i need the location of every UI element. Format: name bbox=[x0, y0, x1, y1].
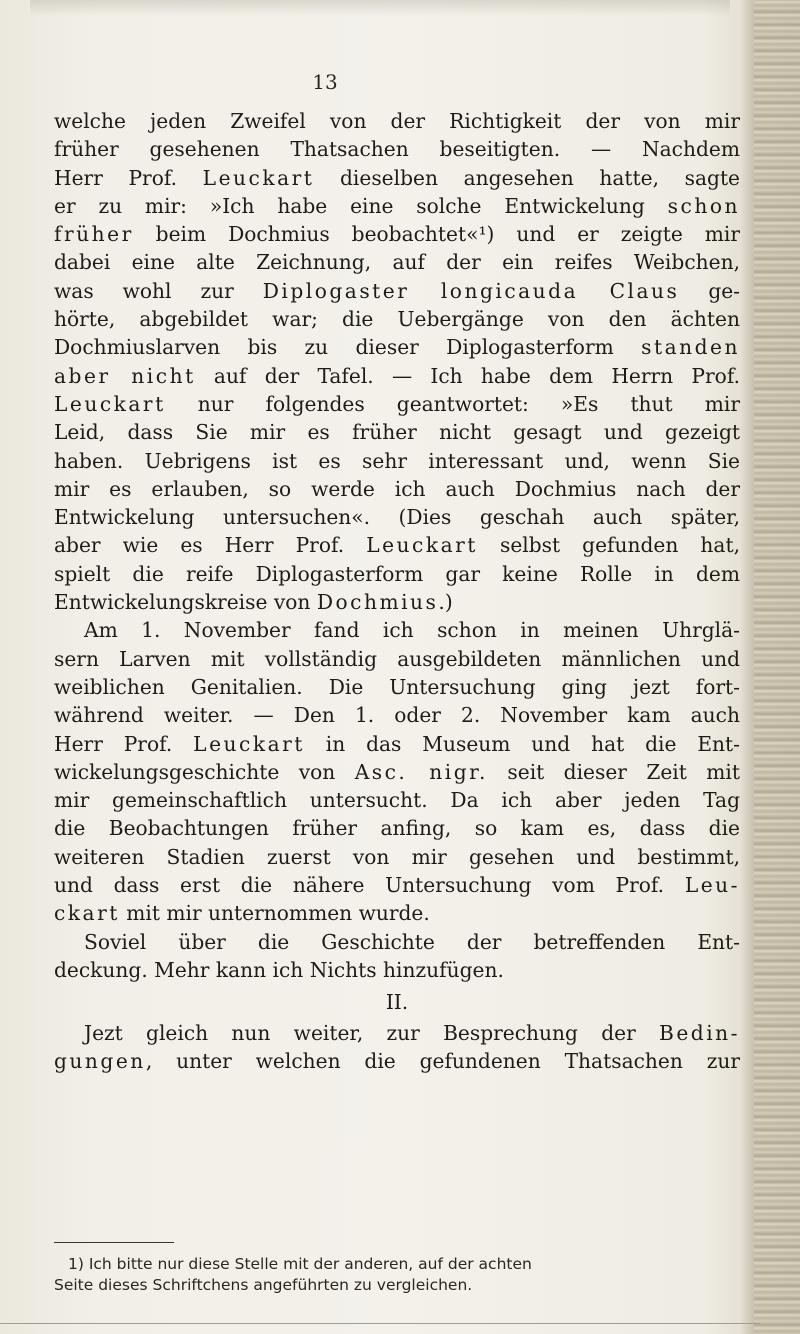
text-line bbox=[54, 673, 740, 701]
page-edge-stack bbox=[754, 0, 800, 1334]
text-line bbox=[54, 758, 740, 786]
text-line bbox=[54, 814, 740, 842]
text-line bbox=[54, 107, 740, 135]
text-run: aber wie es Herr Prof. bbox=[54, 533, 367, 558]
text-run: früher gesehenen Thatsachen beseitigten. — Nachdem bbox=[54, 137, 740, 162]
text-line bbox=[54, 645, 740, 673]
text-line bbox=[54, 531, 740, 559]
text-line bbox=[54, 447, 740, 475]
footnote-line: 1) Ich bitte nur diese Stelle mit der anderen, auf der achten bbox=[68, 1255, 532, 1273]
text-line bbox=[54, 390, 740, 418]
text-run: Entwickelung untersuchen«. (Dies geschah auch später, bbox=[54, 505, 740, 530]
text-line bbox=[54, 305, 740, 333]
text-run: Dochmiuslarven bis zu dieser Diplogasterform bbox=[54, 335, 642, 360]
text-run: Herr Prof. bbox=[54, 165, 203, 190]
footnote bbox=[54, 1254, 654, 1296]
text-run: nur folgendes geantwortet: »Es thut mir bbox=[165, 391, 740, 416]
spaced-emphasis: Diplogaster longicauda Claus bbox=[262, 278, 680, 303]
text-run: .) bbox=[438, 590, 453, 615]
text-run: mir gemeinschaftlich untersucht. Da ich aber jeden Tag bbox=[54, 788, 740, 813]
text-line bbox=[54, 362, 740, 390]
spaced-emphasis: Leuckart bbox=[202, 165, 315, 190]
text-run: spielt die reife Diplogasterform gar keine Rolle in dem bbox=[54, 561, 740, 586]
text-line bbox=[54, 843, 740, 871]
text-line bbox=[54, 248, 740, 276]
text-run: weiblichen Genitalien. Die Untersuchung ging jezt fort- bbox=[54, 674, 740, 699]
text-run: Am 1. November fand ich schon in meinen Uhrglä- bbox=[84, 618, 740, 643]
text-line bbox=[54, 871, 740, 899]
spaced-emphasis: Asc. nigr. bbox=[354, 759, 488, 784]
spaced-emphasis: Leu- bbox=[684, 873, 740, 898]
text-run: Leid, dass Sie mir es früher nicht gesagt und gezeigt bbox=[54, 420, 740, 445]
text-run: , unter welchen die gefundenen Thatsachen zur bbox=[145, 1048, 740, 1073]
text-run: während weiter. — Den 1. oder 2. November kam auch bbox=[54, 703, 740, 728]
text-line bbox=[54, 135, 740, 163]
spaced-emphasis: standen bbox=[641, 335, 740, 360]
text-run: was wohl zur bbox=[54, 278, 263, 303]
text-line bbox=[54, 503, 740, 531]
text-line bbox=[54, 1019, 740, 1047]
spaced-emphasis: aber nicht bbox=[54, 363, 196, 388]
text-line bbox=[54, 928, 740, 956]
text-run: Herr Prof. bbox=[54, 731, 194, 756]
text-line bbox=[54, 730, 740, 758]
bottom-edge bbox=[0, 1323, 760, 1324]
text-run: wickelungsgeschichte von bbox=[54, 759, 355, 784]
text-line bbox=[54, 701, 740, 729]
spaced-emphasis: Leuckart bbox=[193, 731, 305, 756]
text-line bbox=[54, 984, 740, 1018]
binding-shadow bbox=[740, 0, 754, 1334]
spaced-emphasis: schon bbox=[667, 193, 740, 218]
text-line bbox=[54, 418, 740, 446]
text-run: welche jeden Zweifel von der Richtigkeit der von mir bbox=[54, 109, 740, 133]
text-line bbox=[54, 333, 740, 361]
text-line bbox=[54, 588, 740, 616]
spaced-emphasis: Leuckart bbox=[54, 391, 166, 416]
text-run: mit mir unternommen wurde. bbox=[119, 901, 430, 926]
body-text bbox=[54, 107, 740, 1075]
text-line bbox=[54, 956, 740, 984]
spaced-emphasis: Bedin- bbox=[659, 1020, 740, 1045]
text-run: dabei eine alte Zeichnung, auf der ein reifes Weibchen, bbox=[54, 250, 740, 275]
text-line bbox=[54, 277, 740, 305]
spaced-emphasis: früher bbox=[54, 222, 134, 247]
text-run: Soviel über die Geschichte der betreffenden Ent- bbox=[84, 929, 740, 954]
text-run: seit dieser Zeit mit bbox=[487, 759, 740, 784]
text-run: deckung. Mehr kann ich Nichts hinzufügen. bbox=[54, 957, 504, 982]
text-run: mir es erlauben, so werde ich auch Dochmius nach der bbox=[54, 476, 740, 501]
text-line bbox=[54, 164, 740, 192]
text-run: und dass erst die nähere Untersuchung vom Prof. bbox=[54, 873, 685, 898]
text-run: II. bbox=[385, 990, 409, 1015]
text-run: er zu mir: »Ich habe eine solche Entwickelung bbox=[54, 193, 668, 218]
footnote-line: Seite dieses Schriftchens angeführten zu vergleichen. bbox=[54, 1276, 473, 1294]
spaced-emphasis: gungen bbox=[54, 1048, 146, 1073]
text-run: in das Museum und hat die Ent- bbox=[304, 731, 740, 756]
text-run: haben. Uebrigens ist es sehr interessant und, wenn Sie bbox=[54, 448, 740, 473]
text-run: Entwickelungskreise von bbox=[54, 590, 317, 615]
text-line bbox=[54, 1047, 740, 1075]
text-run: ge- bbox=[679, 278, 741, 303]
text-run: hörte, abgebildet war; die Uebergänge von den ächten bbox=[54, 307, 740, 332]
text-run: auf der Tafel. — Ich habe dem Herrn Prof. bbox=[195, 363, 740, 388]
text-run: sern Larven mit vollständig ausgebildeten männlichen und bbox=[54, 646, 740, 671]
spaced-emphasis: Leuckart bbox=[366, 533, 478, 558]
text-run: selbst gefunden hat, bbox=[477, 533, 740, 558]
text-run: beim Dochmius beobachtet«¹) und er zeigte mir bbox=[133, 222, 740, 247]
text-run: dieselben angesehen hatte, sagte bbox=[314, 165, 741, 190]
text-run: weiteren Stadien zuerst von mir gesehen und bestimmt, bbox=[54, 844, 740, 869]
text-run: die Beobachtungen früher anfing, so kam es, dass die bbox=[54, 816, 740, 841]
footnote-rule bbox=[54, 1242, 174, 1243]
text-line bbox=[54, 899, 740, 927]
text-line bbox=[54, 786, 740, 814]
spaced-emphasis: ckart bbox=[54, 901, 120, 926]
page-number: 13 bbox=[312, 70, 338, 94]
text-line bbox=[54, 475, 740, 503]
text-line bbox=[54, 220, 740, 248]
text-line bbox=[54, 560, 740, 588]
text-run: Jezt gleich nun weiter, zur Besprechung der bbox=[84, 1020, 660, 1045]
top-smudge bbox=[30, 0, 730, 16]
text-line bbox=[54, 616, 740, 644]
spaced-emphasis: Dochmius bbox=[316, 590, 439, 615]
text-line bbox=[54, 192, 740, 220]
